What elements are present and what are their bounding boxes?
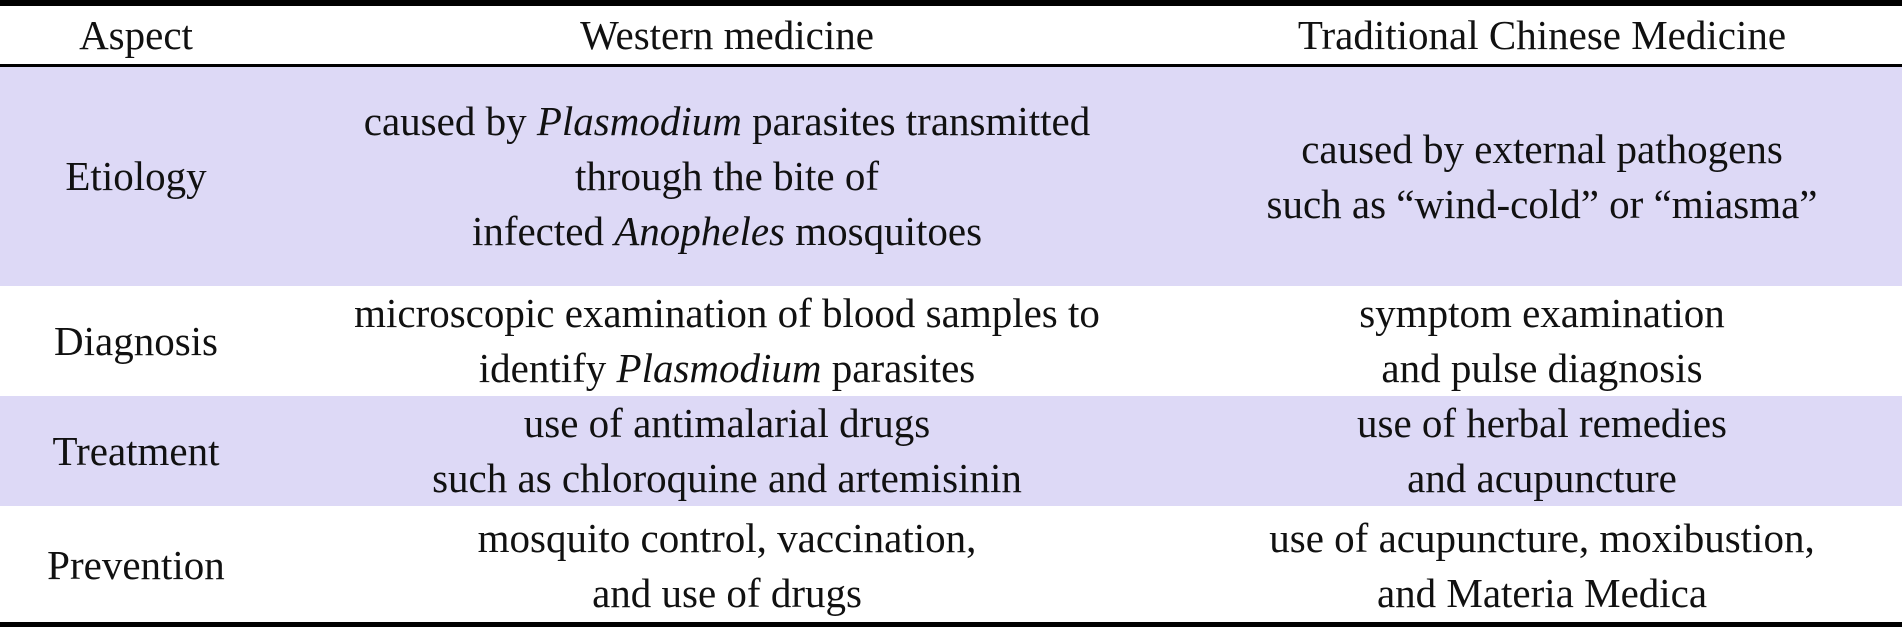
header-western-medicine: Western medicine [580, 12, 874, 58]
cell-western-diagnosis [272, 286, 1182, 396]
cell-line: symptom examination [1359, 290, 1725, 336]
cell-tcm-etiology [1182, 66, 1902, 287]
cell-line: and Materia Medica [1376, 569, 1708, 616]
cell-line: use of herbal remedies [1357, 400, 1727, 446]
table-row-prevention [0, 508, 1902, 625]
cell-line: and use of drugs [592, 569, 862, 616]
cell-line: use of acupuncture, moxibustion, [1269, 514, 1815, 561]
cell-line: use of antimalarial drugs [523, 400, 931, 446]
cell-aspect-prevention: Prevention [0, 508, 272, 625]
cell-line: mosquito control, vaccination, [477, 514, 977, 561]
cell-line [272, 341, 1182, 396]
header-traditional-chinese-medicine: Traditional Chinese Medicine [1297, 12, 1787, 58]
italic-term: Plasmodium [616, 345, 822, 391]
cell-line: microscopic examination of blood samples to [354, 290, 1100, 336]
cell-aspect-treatment: Treatment [0, 396, 272, 508]
cell-line: and acupuncture [1407, 455, 1677, 501]
table-row-treatment [0, 396, 1902, 508]
text-fragment: caused by [363, 98, 537, 144]
text-fragment: parasites [821, 345, 976, 391]
cell-western-treatment [272, 396, 1182, 508]
table-body [0, 66, 1902, 625]
table-row-etiology [0, 66, 1902, 287]
cell-aspect-diagnosis: Diagnosis [0, 286, 272, 396]
cell-line: and pulse diagnosis [1381, 345, 1703, 391]
header-aspect: Aspect [79, 12, 193, 58]
cell-tcm-diagnosis [1182, 286, 1902, 396]
text-fragment: identify [478, 345, 617, 391]
cell-line: through the bite of [574, 153, 880, 199]
table-row-diagnosis [0, 286, 1902, 396]
cell-western-etiology [272, 66, 1182, 287]
cell-western-prevention [272, 508, 1182, 625]
text-fragment: infected [471, 208, 615, 254]
text-fragment: parasites transmitted [741, 98, 1091, 144]
header-row [0, 3, 1902, 66]
cell-line: such as “wind-cold” or “miasma” [1266, 180, 1818, 227]
cell-line [272, 204, 1182, 259]
cell-line: caused by external pathogens [1301, 125, 1783, 172]
text-fragment: mosquitoes [785, 208, 983, 254]
cell-line [272, 94, 1182, 149]
italic-term: Anopheles [614, 208, 786, 254]
table-header [0, 3, 1902, 66]
cell-aspect-etiology: Etiology [0, 66, 272, 287]
cell-tcm-prevention [1182, 508, 1902, 625]
italic-term: Plasmodium [536, 98, 742, 144]
cell-tcm-treatment [1182, 396, 1902, 508]
cell-line: such as chloroquine and artemisinin [432, 455, 1022, 501]
